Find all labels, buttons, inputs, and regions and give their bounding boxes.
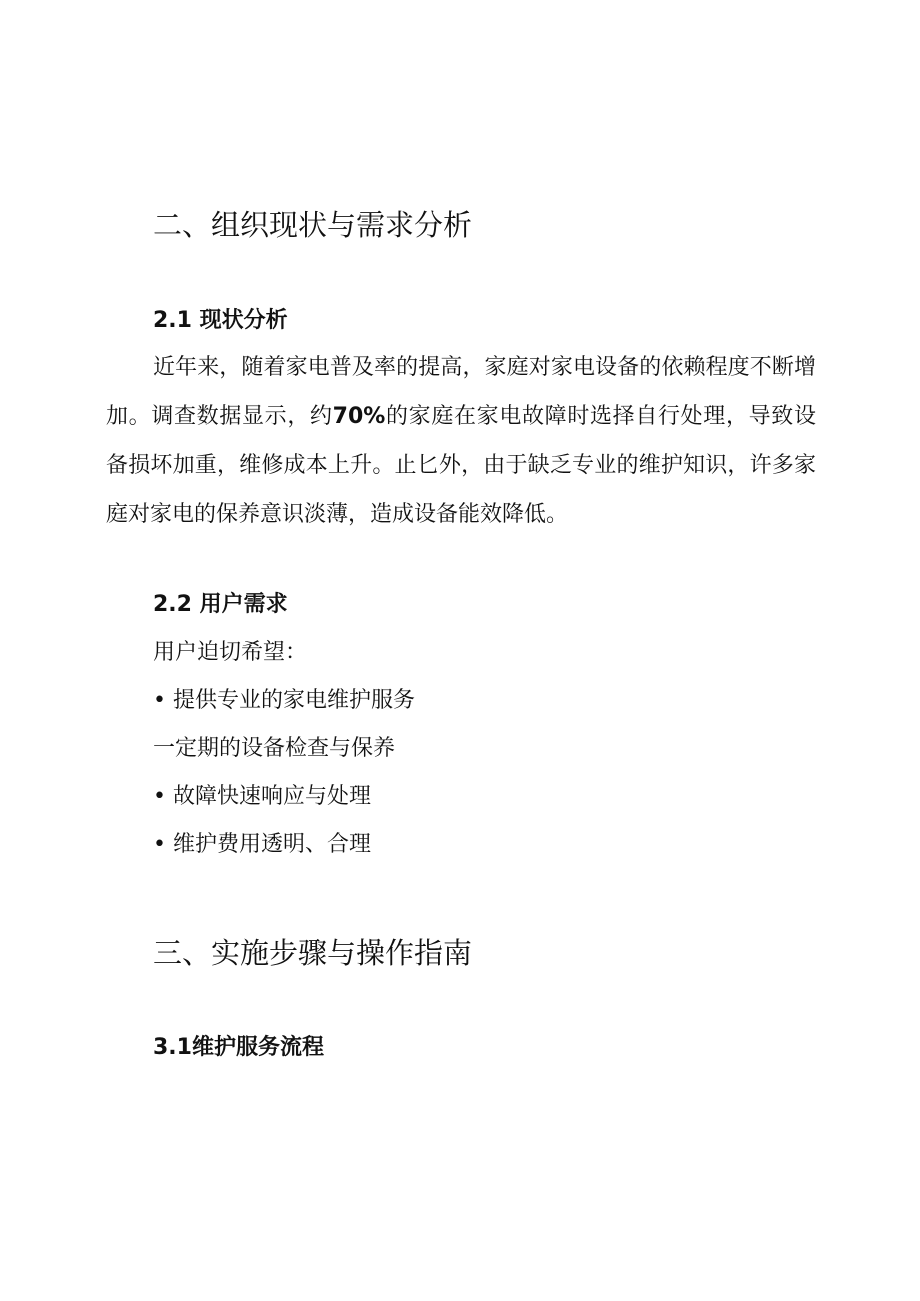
user-needs-intro: 用户迫切希望： <box>153 640 308 665</box>
list-item <box>153 830 371 860</box>
subsection-heading-2-2: 2.2 用户需求 <box>153 592 288 617</box>
paragraph-text-after: 的家庭在家电故障时选择自行处理，导致设备损坏加重，维修成本上升。止匕外，由于缺乏专业的维护知识，许多家庭对家电的保养意识淡薄，造成设备能效降低。 <box>106 404 816 527</box>
list-item <box>153 686 415 716</box>
list-item-text: 维护费用透明、合理 <box>173 832 372 857</box>
bullet-icon: • <box>153 688 166 713</box>
list-item <box>153 782 371 812</box>
section-heading-3: 三、实施步骤与操作指南 <box>153 936 473 970</box>
list-item-text: 一定期的设备检查与保养 <box>153 736 396 761</box>
paragraph-highlight-percentage: 70% <box>332 404 386 429</box>
subsection-heading-2-1: 2.1 现状分析 <box>153 308 288 333</box>
subsection-heading-3-1: 3.1维护服务流程 <box>153 1035 324 1060</box>
paragraph-text-before: 近年来，随着家电普及率的提高，家庭对家电设备的依赖程度不断增加。调查数据显示，约 <box>106 355 816 429</box>
list-item <box>153 734 395 764</box>
list-item-text: 故障快速响应与处理 <box>173 784 372 809</box>
section-heading-2: 二、组织现状与需求分析 <box>153 208 473 242</box>
bullet-icon: • <box>153 784 166 809</box>
bullet-icon: • <box>153 832 166 857</box>
status-analysis-paragraph <box>106 343 816 539</box>
list-item-text: 提供专业的家电维护服务 <box>173 688 416 713</box>
